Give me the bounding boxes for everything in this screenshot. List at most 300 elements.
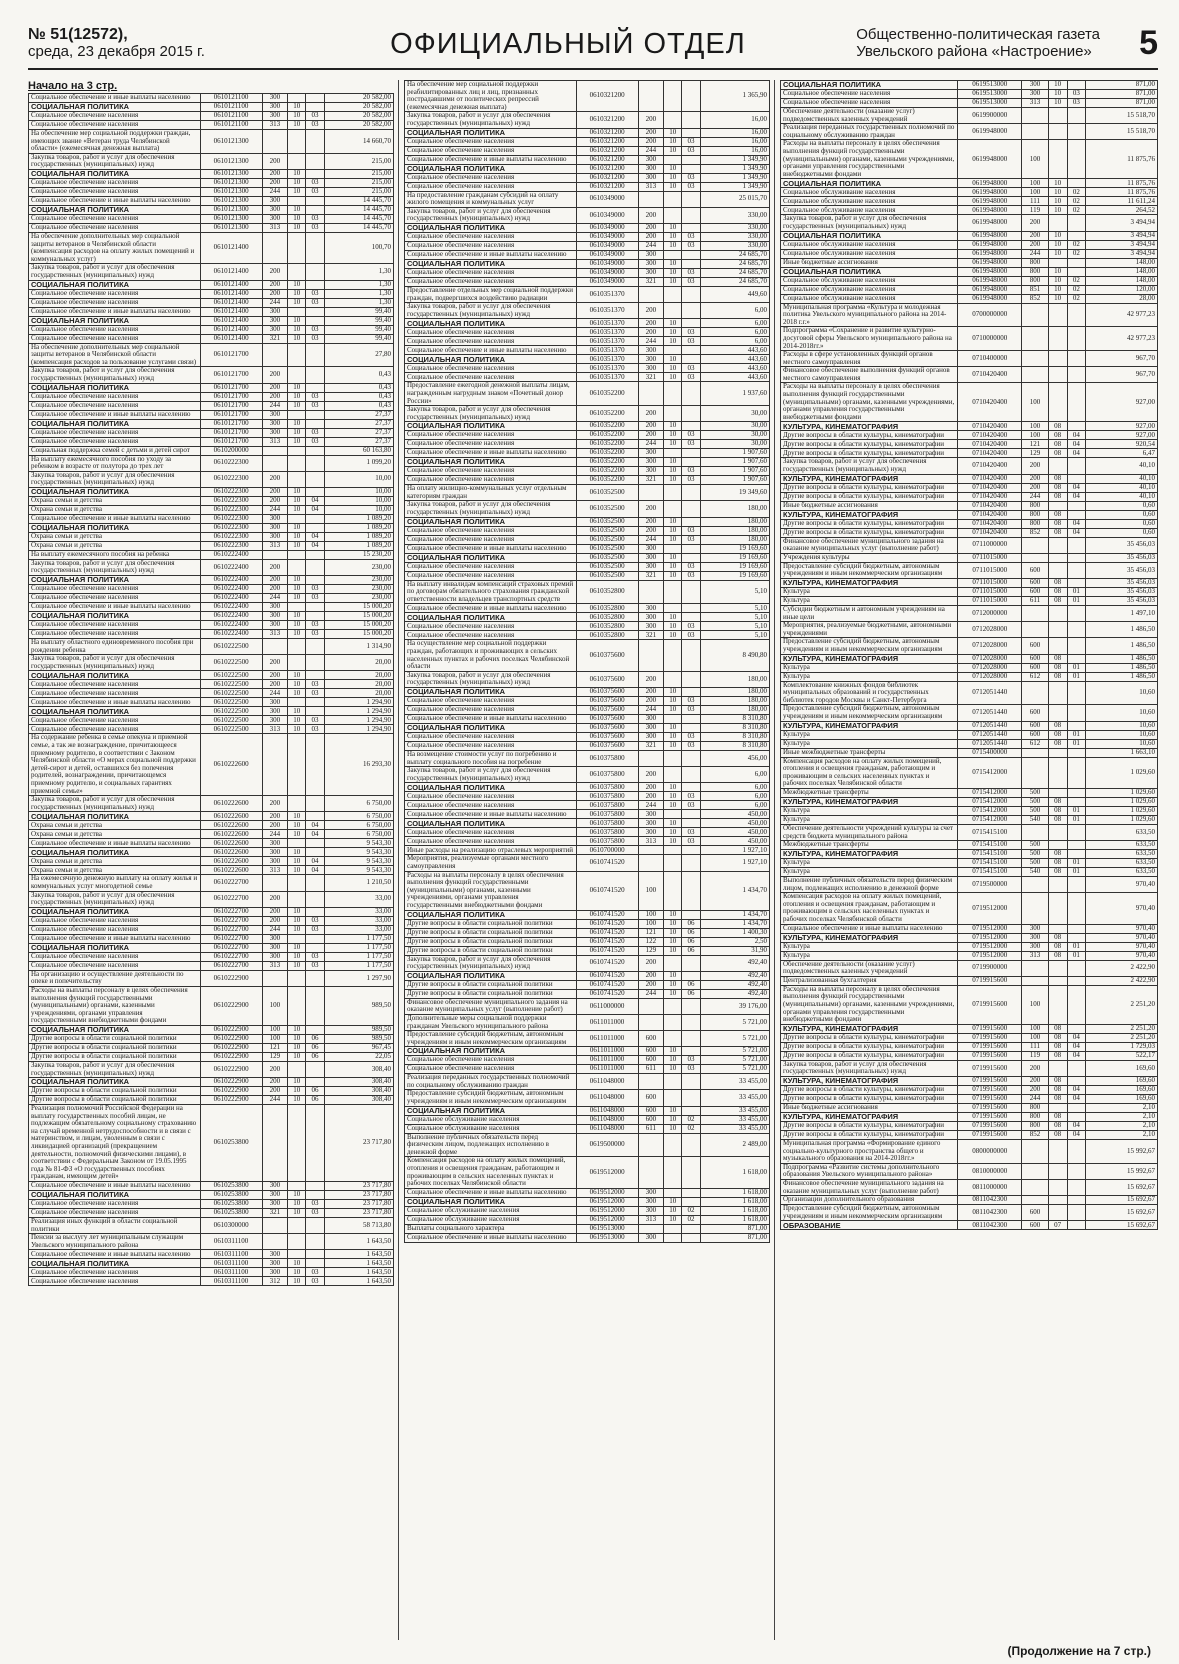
table-row [29, 1259, 394, 1268]
section [664, 871, 682, 910]
budget-line-name: Социальное обеспечение населения [405, 440, 577, 449]
budget-line-name: Другие вопросы в области социальной политики [405, 919, 577, 928]
expense-type: 800 [1022, 276, 1048, 285]
table-row [405, 485, 770, 501]
target-code: 0712028000 [958, 654, 1022, 663]
table-row [29, 943, 394, 952]
subsection [306, 1191, 324, 1200]
section: 10 [288, 205, 306, 214]
section: 10 [288, 1268, 306, 1277]
amount: 11 611,24 [1086, 197, 1158, 206]
budget-line-name: Закупка товаров, работ и услуг для обеспечения государственных (муниципальных) нужд [405, 406, 577, 422]
budget-line-name: СОЦИАЛЬНАЯ ПОЛИТИКА [781, 81, 958, 90]
target-code: 0712051440 [958, 730, 1022, 739]
target-code: 0610222400 [200, 612, 262, 621]
subsection: 03 [682, 431, 700, 440]
target-code: 0712051440 [958, 739, 1022, 748]
amount: 5 721,00 [700, 1065, 769, 1074]
subsection: 03 [1067, 99, 1086, 108]
table-row [781, 588, 1158, 597]
expense-type: 500 [1022, 797, 1048, 806]
expense-type [638, 485, 664, 501]
amount: 6 750,00 [324, 821, 393, 830]
subsection: 06 [682, 937, 700, 946]
table-row [29, 916, 394, 925]
section: 10 [288, 671, 306, 680]
table-row [29, 689, 394, 698]
target-code: 0610352500 [576, 526, 638, 535]
table-row [405, 337, 770, 346]
amount: 989,50 [324, 1025, 393, 1034]
target-code: 0610222500 [200, 725, 262, 734]
table-row [29, 1200, 394, 1209]
amount: 33 455,00 [700, 1124, 769, 1133]
table-row [781, 850, 1158, 859]
expense-type: 300 [262, 514, 288, 523]
section: 10 [664, 937, 682, 946]
amount: 2 422,90 [1086, 976, 1158, 985]
amount: 180,00 [700, 501, 769, 517]
subsection [682, 223, 700, 232]
section: 10 [664, 706, 682, 715]
section: 08 [1048, 1042, 1067, 1051]
table-row [29, 891, 394, 907]
subsection [306, 907, 324, 916]
target-code: 0610222700 [200, 952, 262, 961]
expense-type: 200 [262, 812, 288, 821]
table-row [781, 1104, 1158, 1113]
target-code: 0610741520 [576, 928, 638, 937]
expense-type: 200 [638, 128, 664, 137]
amount: 3 494,94 [1086, 231, 1158, 240]
table-row [781, 528, 1158, 537]
target-code: 0610352200 [576, 467, 638, 476]
subsection [1067, 108, 1086, 124]
amount: 0,43 [324, 401, 393, 410]
budget-line-name: Пенсии за выслугу лет муниципальным служащим Увельского муниципального района [29, 1234, 201, 1250]
expense-type: 100 [1022, 140, 1048, 179]
expense-type: 300 [262, 307, 288, 316]
section [664, 382, 682, 406]
target-code: 0610222300 [200, 455, 262, 471]
expense-type: 200 [262, 367, 288, 383]
budget-line-name: Расходы на выплаты персоналу в целях обеспечения выполнения функций государственными (муниципальными) органами, казенными учреждениями, органами управления государственными внебюджетными фондами [781, 383, 958, 422]
expense-type: 600 [638, 1090, 664, 1106]
expense-type: 100 [1022, 422, 1048, 431]
table-row [405, 1215, 770, 1224]
amount: 1 486,50 [1086, 622, 1158, 638]
amount: 443,60 [700, 373, 769, 382]
expense-type: 321 [638, 742, 664, 751]
table-row [781, 1140, 1158, 1164]
table-row [29, 1191, 394, 1200]
expense-type: 200 [638, 328, 664, 337]
subsection [306, 839, 324, 848]
subsection: 06 [306, 1052, 324, 1061]
amount: 1 663,10 [1086, 748, 1158, 757]
expense-type [262, 446, 288, 455]
target-code: 0719500000 [958, 877, 1022, 893]
table-row [781, 654, 1158, 663]
target-code: 0610351370 [576, 328, 638, 337]
budget-line-name: Предоставление субсидий бюджетным, автономным учреждениям и иным некоммерческим организациям [781, 705, 958, 721]
budget-line-name: Социальное обеспечение населения [405, 562, 577, 571]
table-row [29, 214, 394, 223]
section: 10 [664, 319, 682, 328]
table-row [29, 455, 394, 471]
budget-line-name: Социальное обеспечение населения [405, 622, 577, 631]
expense-type: 313 [262, 630, 288, 639]
expense-type: 200 [262, 796, 288, 812]
target-code: 0715415100 [958, 841, 1022, 850]
subsection: 03 [682, 828, 700, 837]
subsection [1067, 422, 1086, 431]
subsection: 02 [1067, 240, 1086, 249]
amount: 2 251,20 [1086, 985, 1158, 1024]
section [664, 1090, 682, 1106]
budget-table [780, 80, 1158, 1230]
table-row [29, 196, 394, 205]
amount: 10,00 [324, 487, 393, 496]
amount: 6,00 [700, 303, 769, 319]
section: 10 [664, 1106, 682, 1115]
section: 10 [288, 280, 306, 289]
budget-line-name: СОЦИАЛЬНАЯ ПОЛИТИКА [405, 1047, 577, 1056]
table-row [781, 108, 1158, 124]
subsection [682, 1047, 700, 1056]
target-code: 0715400000 [958, 748, 1022, 757]
section: 08 [1048, 528, 1067, 537]
amount: 1 294,90 [324, 698, 393, 707]
subsection [1067, 681, 1086, 705]
target-code: 0610375600 [576, 706, 638, 715]
section [1048, 327, 1067, 351]
target-code: 0610222500 [200, 639, 262, 655]
budget-line-name: Учреждения культуры [781, 553, 958, 562]
section [1048, 1205, 1067, 1221]
expense-type: 852 [1022, 294, 1048, 303]
amount: 15 230,20 [324, 550, 393, 559]
expense-type: 200 [638, 232, 664, 241]
expense-type: 300 [1022, 942, 1048, 951]
target-code: 0610311100 [200, 1259, 262, 1268]
subsection [1067, 1140, 1086, 1164]
section [1048, 458, 1067, 474]
target-code: 0719512000 [958, 942, 1022, 951]
budget-line-name: Расходы в сфере установленных функций органов местного самоуправления [781, 351, 958, 367]
subsection: 03 [306, 925, 324, 934]
budget-line-name: Социальное обеспечение населения [29, 961, 201, 970]
table-row [29, 1250, 394, 1259]
expense-type: 313 [262, 866, 288, 875]
section [664, 303, 682, 319]
section [1048, 976, 1067, 985]
amount: 24 685,70 [700, 250, 769, 259]
target-code: 0619513000 [958, 99, 1022, 108]
table-row [405, 1157, 770, 1188]
expense-type: 600 [638, 1056, 664, 1065]
amount: 25 015,70 [700, 191, 769, 207]
subsection [1067, 1077, 1086, 1086]
budget-line-name: Другие вопросы в области культуры, кинематографии [781, 528, 958, 537]
budget-line-name: Обеспечение деятельности (оказание услуг) подведомственных казенных учреждений [781, 108, 958, 124]
budget-line-name: Социальное обеспечение населения [405, 792, 577, 801]
expense-type: 200 [638, 501, 664, 517]
target-code: 0610121300 [200, 153, 262, 169]
target-code: 0610222500 [200, 671, 262, 680]
expense-type: 600 [638, 1115, 664, 1124]
expense-type: 300 [262, 934, 288, 943]
expense-type: 300 [638, 715, 664, 724]
subsection [306, 970, 324, 986]
amount: 330,00 [700, 223, 769, 232]
budget-line-name: Другие вопросы в области социальной политики [405, 989, 577, 998]
budget-line-name: Финансовое обеспечение муниципального задания на оказание муниципальных услуг (выполнение работ) [781, 1179, 958, 1195]
budget-line-name: Социальное обслуживание населения [781, 206, 958, 215]
expense-type: 100 [262, 986, 288, 1025]
target-code: 0611011000 [576, 1065, 638, 1074]
budget-line-name: Социальное обеспечение и иные выплаты населению [405, 250, 577, 259]
subsection [682, 1090, 700, 1106]
subsection [682, 128, 700, 137]
amount: 330,00 [700, 232, 769, 241]
expense-type: 300 [638, 1188, 664, 1197]
target-code: 0710000000 [958, 327, 1022, 351]
amount: 6 750,00 [324, 796, 393, 812]
table-row [405, 81, 770, 112]
amount: 10,00 [324, 505, 393, 514]
subsection: 03 [306, 437, 324, 446]
section: 10 [288, 1078, 306, 1087]
table-row [29, 812, 394, 821]
table-row [781, 606, 1158, 622]
table-row [405, 431, 770, 440]
budget-line-name: Социальное обслуживание населения [405, 1215, 577, 1224]
amount: 970,40 [1086, 933, 1158, 942]
expense-type: 100 [1022, 383, 1048, 422]
table-row [781, 267, 1158, 276]
amount: 10,60 [1086, 730, 1158, 739]
section [664, 671, 682, 687]
target-code: 0610321200 [576, 128, 638, 137]
budget-line-name: Закупка товаров, работ и услуг для обеспечения государственных (муниципальных) нужд [405, 767, 577, 783]
expense-type: 244 [262, 689, 288, 698]
target-code: 0610222900 [200, 1025, 262, 1034]
amount: 35 456,03 [1086, 553, 1158, 562]
target-code: 0610375600 [576, 715, 638, 724]
target-code: 0610222500 [200, 707, 262, 716]
section: 08 [1048, 1077, 1067, 1086]
budget-line-name: Другие вопросы в области социальной политики [405, 980, 577, 989]
expense-type: 500 [1022, 806, 1048, 815]
amount: 20 582,00 [324, 112, 393, 121]
expense-type [638, 1133, 664, 1157]
amount: 6,00 [700, 783, 769, 792]
table-row [405, 742, 770, 751]
section [664, 544, 682, 553]
target-code: 0610352800 [576, 622, 638, 631]
budget-line-name: Социальное обеспечение населения [29, 334, 201, 343]
target-code: 0610222600 [200, 848, 262, 857]
section: 10 [664, 1206, 682, 1215]
amount: 8 490,80 [700, 640, 769, 671]
expense-type: 313 [1022, 951, 1048, 960]
target-code: 0610121400 [200, 334, 262, 343]
table-row [29, 796, 394, 812]
subsection [306, 550, 324, 559]
table-row [29, 839, 394, 848]
expense-type: 321 [638, 277, 664, 286]
amount: 2 251,20 [1086, 1024, 1158, 1033]
table-row [781, 824, 1158, 840]
target-code: 0610351370 [576, 303, 638, 319]
target-code: 0610222400 [200, 603, 262, 612]
target-code: 0712028000 [958, 672, 1022, 681]
subsection: 03 [682, 232, 700, 241]
amount: 308,40 [324, 1078, 393, 1087]
table-row [29, 419, 394, 428]
expense-type: 121 [638, 928, 664, 937]
target-code: 0710420400 [958, 440, 1022, 449]
section: 08 [1048, 1024, 1067, 1033]
section: 10 [288, 178, 306, 187]
expense-type: 200 [1022, 1060, 1048, 1076]
budget-line-name: Социальное обеспечение и иные выплаты населению [405, 810, 577, 819]
amount: 1 177,50 [324, 961, 393, 970]
target-code: 0710420400 [958, 367, 1022, 383]
table-row [405, 801, 770, 810]
amount: 1 349,90 [700, 182, 769, 191]
amount: 60 163,80 [324, 446, 393, 455]
expense-type [1022, 893, 1048, 924]
amount: 5 721,00 [700, 1014, 769, 1030]
target-code: 0710420400 [958, 431, 1022, 440]
subsection: 06 [306, 1096, 324, 1105]
table-row [405, 449, 770, 458]
section: 08 [1048, 474, 1067, 483]
budget-line-name: Социальное обеспечение населения [405, 277, 577, 286]
table-row [781, 960, 1158, 976]
column-divider [774, 80, 775, 1640]
budget-line-name: КУЛЬТУРА, КИНЕМАТОГРАФИЯ [781, 422, 958, 431]
target-code: 0719915600 [958, 985, 1022, 1024]
expense-type: 300 [262, 214, 288, 223]
expense-type: 200 [1022, 240, 1048, 249]
section [288, 196, 306, 205]
expense-type [638, 751, 664, 767]
amount: 6 750,00 [324, 830, 393, 839]
target-code: 0610375800 [576, 801, 638, 810]
target-code: 0610351370 [576, 319, 638, 328]
table-row [29, 830, 394, 839]
table-row [781, 124, 1158, 140]
section: 10 [664, 1215, 682, 1224]
subsection: 03 [682, 526, 700, 535]
section: 10 [288, 612, 306, 621]
subsection [306, 410, 324, 419]
expense-type: 611 [638, 1124, 664, 1133]
budget-line-name: Культура [781, 951, 958, 960]
target-code: 0619948000 [958, 179, 1022, 188]
target-code: 0610349000 [576, 207, 638, 223]
section [288, 603, 306, 612]
table-row [781, 868, 1158, 877]
section: 10 [664, 535, 682, 544]
target-code: 0611048000 [576, 1124, 638, 1133]
table-row [781, 458, 1158, 474]
section: 08 [1048, 797, 1067, 806]
target-code: 0610121700 [200, 343, 262, 367]
amount: 180,00 [700, 526, 769, 535]
expense-type: 611 [1022, 597, 1048, 606]
budget-line-name: Другие вопросы в области социальной политики [29, 1034, 201, 1043]
target-code: 0710420400 [958, 519, 1022, 528]
section [1048, 1140, 1067, 1164]
budget-column-1 [28, 80, 394, 1640]
expense-type: 129 [262, 1052, 288, 1061]
target-code: 0811042300 [958, 1205, 1022, 1221]
expense-type: 200 [638, 207, 664, 223]
expense-type: 300 [638, 622, 664, 631]
subsection [306, 487, 324, 496]
amount: 16,00 [700, 128, 769, 137]
budget-line-name: Закупка товаров, работ и услуг для обеспечения государственных (муниципальных) нужд [405, 671, 577, 687]
subsection [1067, 124, 1086, 140]
subsection [1067, 797, 1086, 806]
budget-line-name: Социальное обеспечение населения [405, 801, 577, 810]
target-code: 0715412000 [958, 815, 1022, 824]
budget-line-name: СОЦИАЛЬНАЯ ПОЛИТИКА [29, 576, 201, 585]
section [1048, 841, 1067, 850]
section: 10 [288, 812, 306, 821]
target-code: 0619948000 [958, 294, 1022, 303]
amount: 3 494,94 [1086, 215, 1158, 231]
section: 10 [664, 910, 682, 919]
target-code: 0610375800 [576, 767, 638, 783]
budget-line-name: Закупка товаров, работ и услуг для обеспечения государственных (муниципальных) нужд [29, 264, 201, 280]
amount: 0,60 [1086, 528, 1158, 537]
subsection [1067, 81, 1086, 90]
section: 10 [664, 355, 682, 364]
section: 10 [288, 112, 306, 121]
amount: 967,70 [1086, 351, 1158, 367]
budget-line-name: Иные межбюджетные трансферты [781, 748, 958, 757]
expense-type: 200 [262, 1078, 288, 1087]
budget-table [404, 80, 770, 1243]
budget-line-name: Культура [781, 663, 958, 672]
section [288, 307, 306, 316]
budget-line-name: Другие вопросы в области культуры, кинематографии [781, 431, 958, 440]
amount: 20 582,00 [324, 103, 393, 112]
amount: 1 643,50 [324, 1259, 393, 1268]
target-code: 0619948000 [958, 140, 1022, 179]
amount: 180,00 [700, 517, 769, 526]
table-row [781, 327, 1158, 351]
table-row [781, 579, 1158, 588]
table-row [29, 1025, 394, 1034]
amount: 0,60 [1086, 501, 1158, 510]
amount: 920,54 [1086, 440, 1158, 449]
table-row [781, 188, 1158, 197]
budget-line-name: Закупка товаров, работ и услуг для обеспечения государственных (муниципальных) нужд [781, 458, 958, 474]
target-code: 0610222500 [200, 716, 262, 725]
amount: 24 685,70 [700, 277, 769, 286]
target-code: 0610121400 [200, 316, 262, 325]
target-code: 0719915600 [958, 1051, 1022, 1060]
budget-line-name: Социальное обеспечение населения [29, 289, 201, 298]
section: 10 [1048, 90, 1067, 99]
section [664, 604, 682, 613]
